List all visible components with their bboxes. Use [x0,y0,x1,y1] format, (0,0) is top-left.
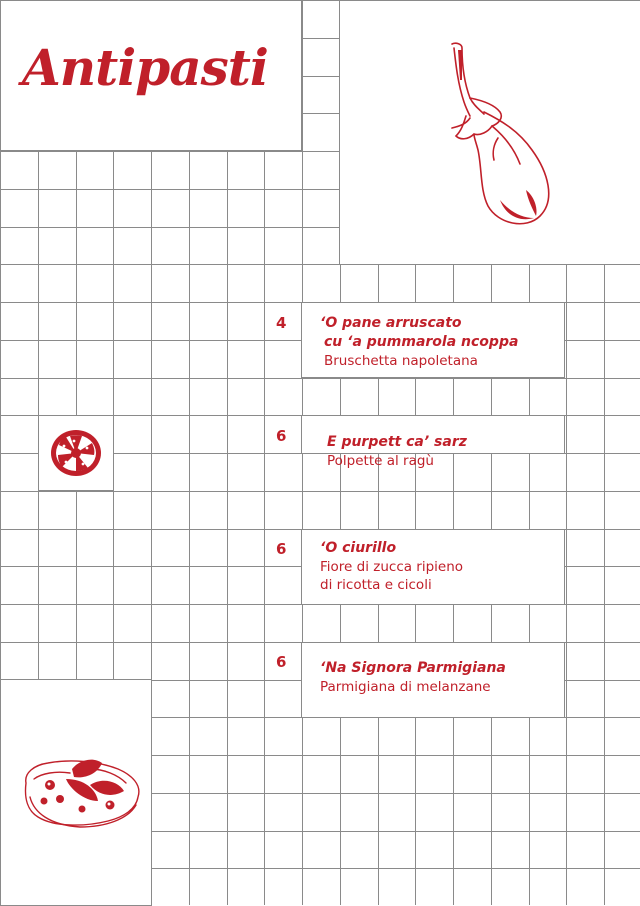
item-name: ‘Na Signora Parmigiana [320,660,506,676]
item-name: cu ‘a pummarola ncoppa [324,334,519,350]
item-price: 6 [276,427,287,445]
item-name: E purpett ca’ sarz [327,434,467,450]
eggplant-illustration [440,40,570,230]
bruschetta-illustration [20,755,144,835]
item-description: Parmigiana di melanzane [320,679,491,695]
item-price: 6 [276,653,287,671]
item-price: 6 [276,540,287,558]
item-description: Bruschetta napoletana [324,353,478,369]
item-name: ‘O pane arruscato [320,315,462,331]
item-description: di ricotta e cicoli [320,577,432,593]
item-name: ‘O ciurillo [320,540,397,556]
tomato-slice-illustration [48,427,104,479]
item-description: Polpette al ragù [327,453,434,469]
page-title: Antipasti [22,38,268,97]
item-price: 4 [276,314,287,332]
item-description: Fiore di zucca ripieno [320,559,464,575]
